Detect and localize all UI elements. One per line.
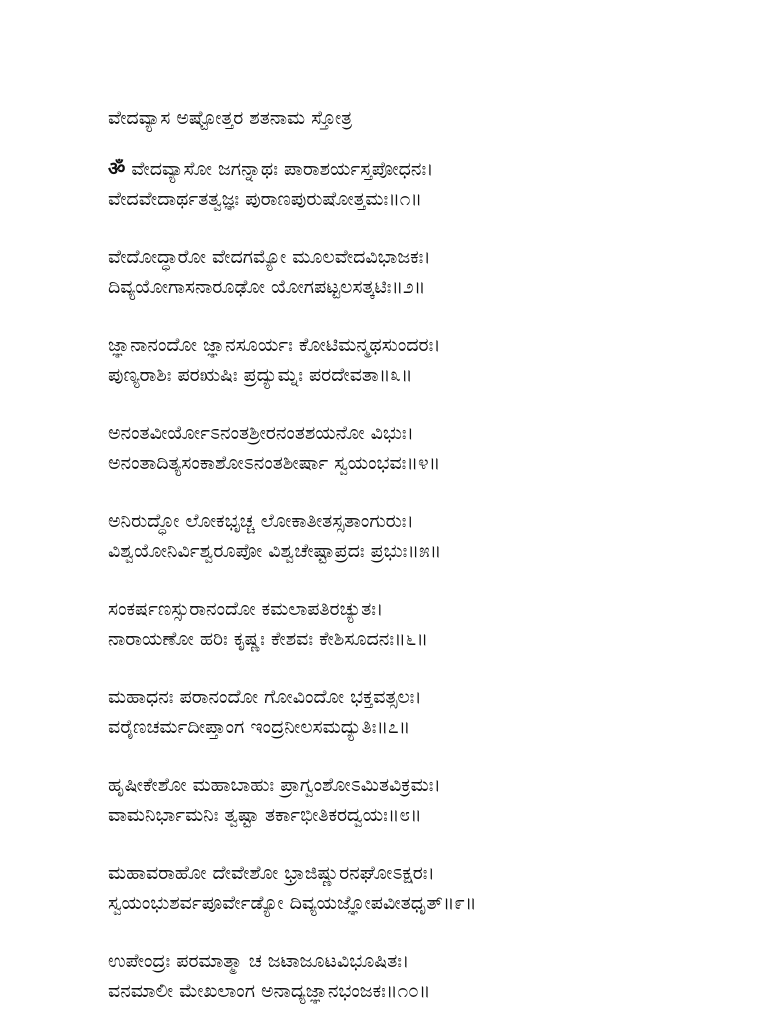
verse-5 (108, 506, 748, 566)
verse-line: ಮಹಾಧನಃ ಪರಾನಂದೋ ಗೋವಿಂದೋ ಭಕ್ತವತ್ಸಲಃ। (108, 686, 422, 708)
om-symbol: ॐ (108, 158, 126, 180)
verse-line: ಮಹಾವರಾಹೋ ದೇವೇಶೋ ಭ್ರಾಜಿಷ್ಣುರನಘೋಽಕ್ಷರಃ। (108, 862, 435, 884)
verse-line: ಅನಂತಾದಿತ್ಯಸಂಕಾಶೋಽನಂತಶೀರ್ಷಾ ಸ್ವಯಂಭವಃ॥೪॥ (108, 452, 441, 474)
verse-line: ವೇದವೇದಾರ್ಥತತ್ವಜ್ಞಃ ಪುರಾಣಪುರುಷೋತ್ತಮಃ॥೧॥ (108, 188, 423, 210)
verse-line-text: ವೇದವ್ಯಾಸೋ ಜಗನ್ನಾಥಃ ಪಾರಾಶರ್ಯಸ್ತಪೋಧನಃ। (131, 158, 434, 180)
verse-3 (108, 330, 748, 390)
verse-line: ಜ್ಞಾನಾನಂದೋ ಜ್ಞಾನಸೂರ್ಯಃ ಕೋಟಿಮನ್ಮಥಸುಂದರಃ। (108, 334, 441, 356)
verse-line: ಪುಣ್ಯರಾಶಿಃ ಪರಋಷಿಃ ಪ್ರದ್ಯುಮ್ನಃ ಪರದೇವತಾ॥೩॥ (108, 364, 413, 386)
verse-line: ದಿವ್ಯಯೋಗಾಸನಾರೂಢೋ ಯೋಗಪಟ್ಟಲಸತ್ಕಟಿಃ॥೨॥ (108, 276, 426, 298)
verse-line: ನಾರಾಯಣೋ ಹರಿಃ ಕೃಷ್ಣಃ ಕೇಶವಃ ಕೇಶಿಸೂದನಃ॥೬॥ (108, 628, 428, 650)
verse-9 (108, 858, 748, 918)
verse-2 (108, 242, 748, 302)
verse-line: ಸ್ವಯಂಭುಶರ್ವಪೂರ್ವೇಡ್ಯೋ ದಿವ್ಯಯಜ್ಞೋಪವೀತಧೃತ್॥೯॥ (108, 892, 477, 914)
verse-line (108, 154, 748, 184)
verse-10 (108, 946, 748, 1006)
verse-line: ಸಂಕರ್ಷಣಸ್ಸುರಾನಂದೋ ಕಮಲಾಪತಿರಚ್ಯುತಃ। (108, 598, 384, 620)
verse-line: ವೇದೋದ್ಧಾರೋ ವೇದಗಮ್ಯೋ ಮೂಲವೇದವಿಭಾಜಕಃ। (108, 246, 431, 268)
verse-7 (108, 682, 748, 742)
verse-line: ವನಮಾಲೀ ಮೇಖಲಾಂಗ ಅನಾದ್ಯಜ್ಞಾನಭಂಜಕಃ॥೧೦॥ (108, 980, 431, 1002)
verse-line: ಅನಿರುದ್ಧೋ ಲೋಕಭೃಚ್ಚ ಲೋಕಾತೀತಸ್ಸತಾಂಗುರುಃ। (108, 510, 414, 532)
verse-4 (108, 418, 748, 478)
verse-line: ಹೃಷೀಕೇಶೋ ಮಹಾಬಾಹುಃ ಪ್ರಾಗ್ವಂಶೋಽಮಿತವಿಕ್ರಮಃ। (108, 774, 441, 796)
verse-8 (108, 770, 748, 830)
verse-1 (108, 154, 748, 214)
verse-line: ಅನಂತವೀರ್ಯೋಽನಂತಶ್ರೀರನಂತಶಯನೋ ವಿಭುಃ। (108, 422, 414, 444)
verse-6 (108, 594, 748, 654)
verse-line: ಉಪೇಂದ್ರಃ ಪರಮಾತ್ಮಾ ಚ ಜಟಾಜೂಟವಿಭೂಷಿತಃ। (108, 950, 410, 972)
document-title: ವೇದವ್ಯಾಸ ಅಷ್ಟೋತ್ತರ ಶತನಾಮ ಸ್ತೋತ್ರ (108, 107, 353, 129)
verse-line: ವಿಶ್ವಯೋನಿರ್ವಿಶ್ವರೂಪೋ ವಿಶ್ವಚೇಷ್ಟಾಪ್ರದಃ ಪ್ರಭುಃ॥೫॥ (108, 540, 442, 562)
verse-line: ವಾಮನಿರ್ಭಾಮನಿಃ ತ್ವಷ್ಟಾ ತರ್ಕಾಭೀತಿಕರದ್ವಯಃ॥೮॥ (108, 804, 422, 826)
verse-line: ವರೈಣಚರ್ಮದೀಪ್ತಾಂಗ ಇಂದ್ರನೀಲಸಮದ್ಯುತಿಃ॥೭॥ (108, 716, 411, 738)
document-page (108, 104, 748, 1034)
